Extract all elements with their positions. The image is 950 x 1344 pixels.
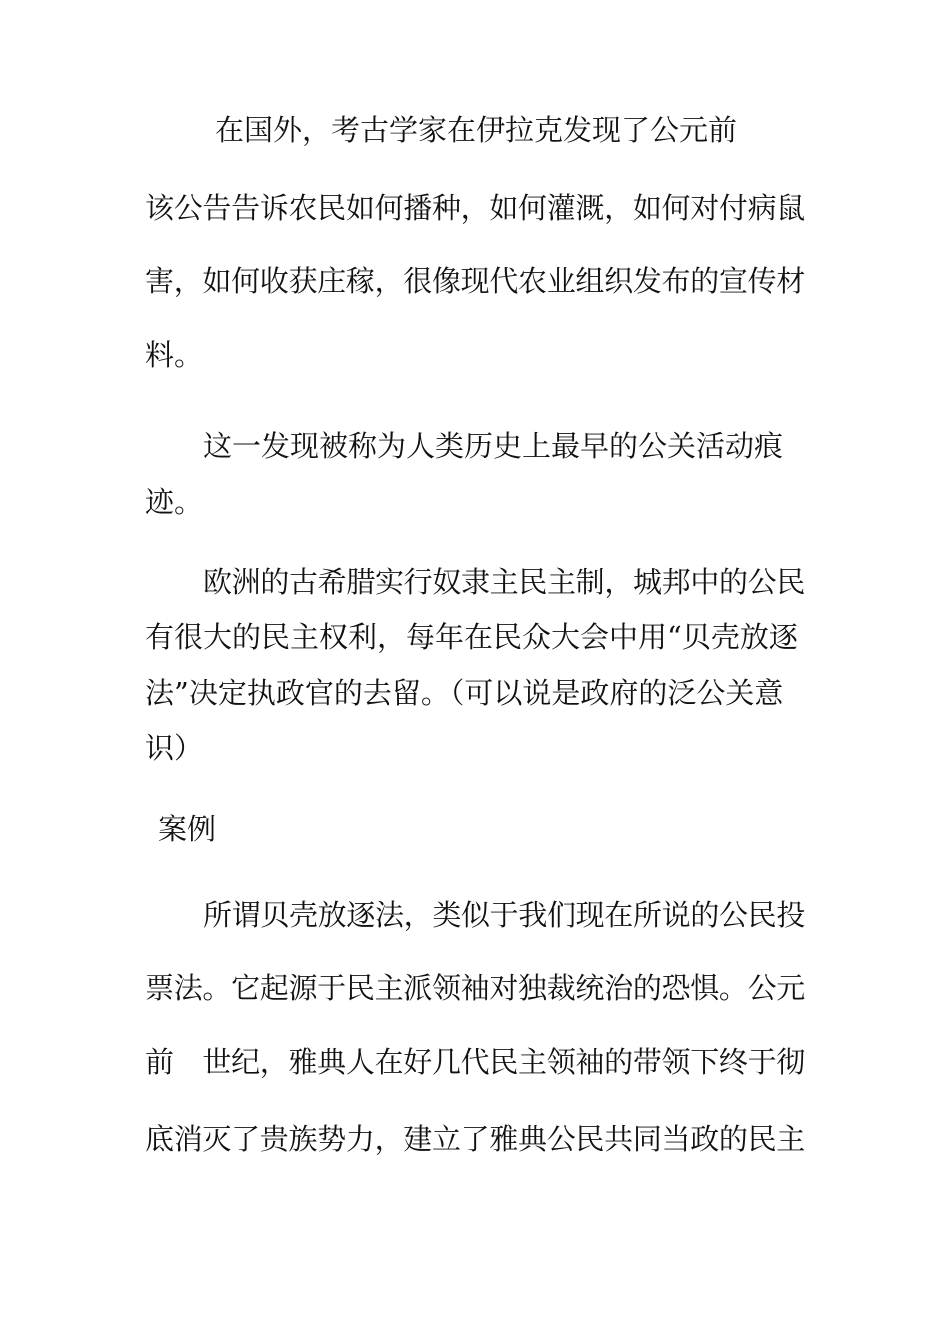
paragraph-1-line-4: 料。 [145, 338, 204, 372]
paragraph-3-line-4: 识） [145, 731, 204, 765]
section-heading: 案例 [158, 812, 217, 846]
paragraph-1-line-3: 害，如何收获庄稼，很像现代农业组织发布的宣传材 [145, 264, 806, 298]
paragraph-1-line-2: 该公告告诉农民如何播种，如何灌溉，如何对付病鼠 [145, 191, 806, 225]
paragraph-2-line-2: 迹。 [145, 485, 204, 519]
paragraph-3-line-1: 欧洲的古希腊实行奴隶主民主制，城邦中的公民 [203, 565, 806, 599]
paragraph-4-line-4: 底消灭了贵族势力，建立了雅典公民共同当政的民主 [145, 1122, 806, 1156]
paragraph-4-line-1: 所谓贝壳放逐法，类似于我们现在所说的公民投 [203, 898, 806, 932]
paragraph-4-line-3: 前 世纪，雅典人在好几代民主领袖的带领下终于彻 [145, 1045, 806, 1079]
paragraph-1-line-1: 在国外，考古学家在伊拉克发现了公元前 [215, 113, 738, 147]
paragraph-4-line-2: 票法。它起源于民主派领袖对独裁统治的恐惧。公元 [145, 971, 806, 1005]
paragraph-3-line-3: 法”决定执政官的去留。（可以说是政府的泛公关意 [145, 676, 784, 710]
paragraph-2-line-1: 这一发现被称为人类历史上最早的公关活动痕 [203, 429, 784, 463]
paragraph-3-line-2: 有很大的民主权利，每年在民众大会中用“贝壳放逐 [145, 620, 798, 654]
